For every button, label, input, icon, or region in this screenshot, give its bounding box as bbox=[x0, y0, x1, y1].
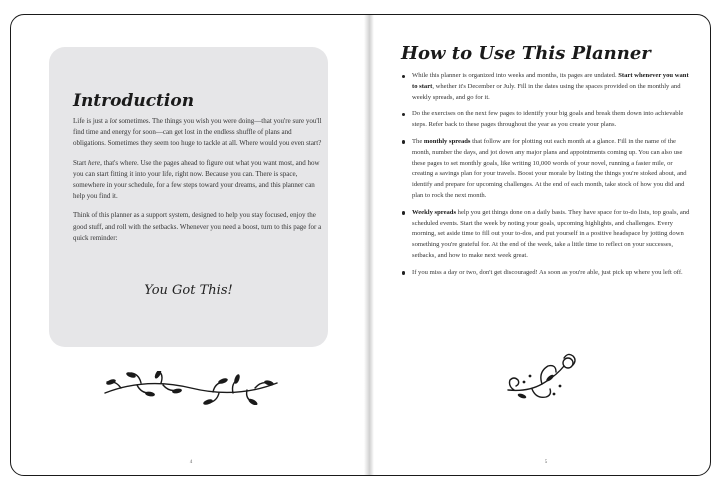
list-item: If you miss a day or two, don't get discouraged! As soon as you're able, just pick up where you left off. bbox=[400, 268, 690, 279]
how-to-title: How to Use This Planner bbox=[401, 43, 651, 64]
book-gutter bbox=[364, 15, 374, 475]
intro-paragraph-1: Life is just a lot sometimes. The things you wish you were doing—that you're sure you'll find time and energy for soon—can get lost in the endless shuffle of plans and obligations. Sometimes they seem too huge to tackle at all. Where would you even start? bbox=[73, 117, 322, 148]
instructions-list bbox=[400, 71, 690, 285]
intro-paragraph-2: Start here, that's where. Use the pages ahead to figure out what you want most, and how you can start fitting it into your life, right now. Because you can. There is space, somewhere in your schedule, for a few steps toward your dreams, and this planner can help you find it. bbox=[73, 158, 320, 201]
list-item: The monthly spreads that follow are for plotting out each month at a glance. Fill in the name of the month, number the days, and jot down any major plans and appointments coming up. You can also use these pages to set monthly goals, like writing 10,000 words of your novel, running a faster mile, or creating a savings plan for your travels. Boost your morale by listing the things you're stoked about, and identify and prepare for upcoming challenges. At the end of each month, take stock of how you did and plan to rock the next month. bbox=[400, 137, 690, 202]
floral-flourish-icon bbox=[504, 352, 580, 404]
list-item: While this planner is organized into weeks and months, its pages are undated. Start whenever you want to start, whether it's December or July. Fill in the dates using the spaces provided on the monthly and weekly spreads, and go for it. bbox=[400, 71, 690, 103]
intro-title: Introduction bbox=[73, 91, 195, 111]
page-number-right: 5 bbox=[544, 460, 548, 465]
planner-spread bbox=[10, 14, 711, 476]
intro-body bbox=[73, 116, 325, 252]
right-page bbox=[374, 15, 710, 475]
page-number-left: 4 bbox=[189, 460, 193, 465]
intro-paragraph-3: Think of this planner as a support system, designed to help you stay focused, enjoy the good stuff, and roll with the setbacks. Whenever you need a boost, turn to this page for a quick reminder: bbox=[73, 211, 322, 242]
laurel-vine-icon bbox=[101, 371, 281, 405]
list-item: Weekly spreads help you get things done on a daily basis. They have space for to-do lists, top goals, and scheduled events. Start the week by noting your goals, upcoming highlights, and challenges. Every morning, set aside time to fill out your to-dos, and put yourself in a positive headspace by jotting down something you're grateful for. At the end of the week, take a little time to reflect on your successes, setbacks, and how to make next week great. bbox=[400, 208, 690, 262]
closing-phrase: You Got This! bbox=[144, 283, 233, 298]
left-page bbox=[11, 15, 364, 475]
list-item: Do the exercises on the next few pages to identify your big goals and break them down into achievable steps. Refer back to these pages throughout the year as you create your plans. bbox=[400, 109, 690, 131]
